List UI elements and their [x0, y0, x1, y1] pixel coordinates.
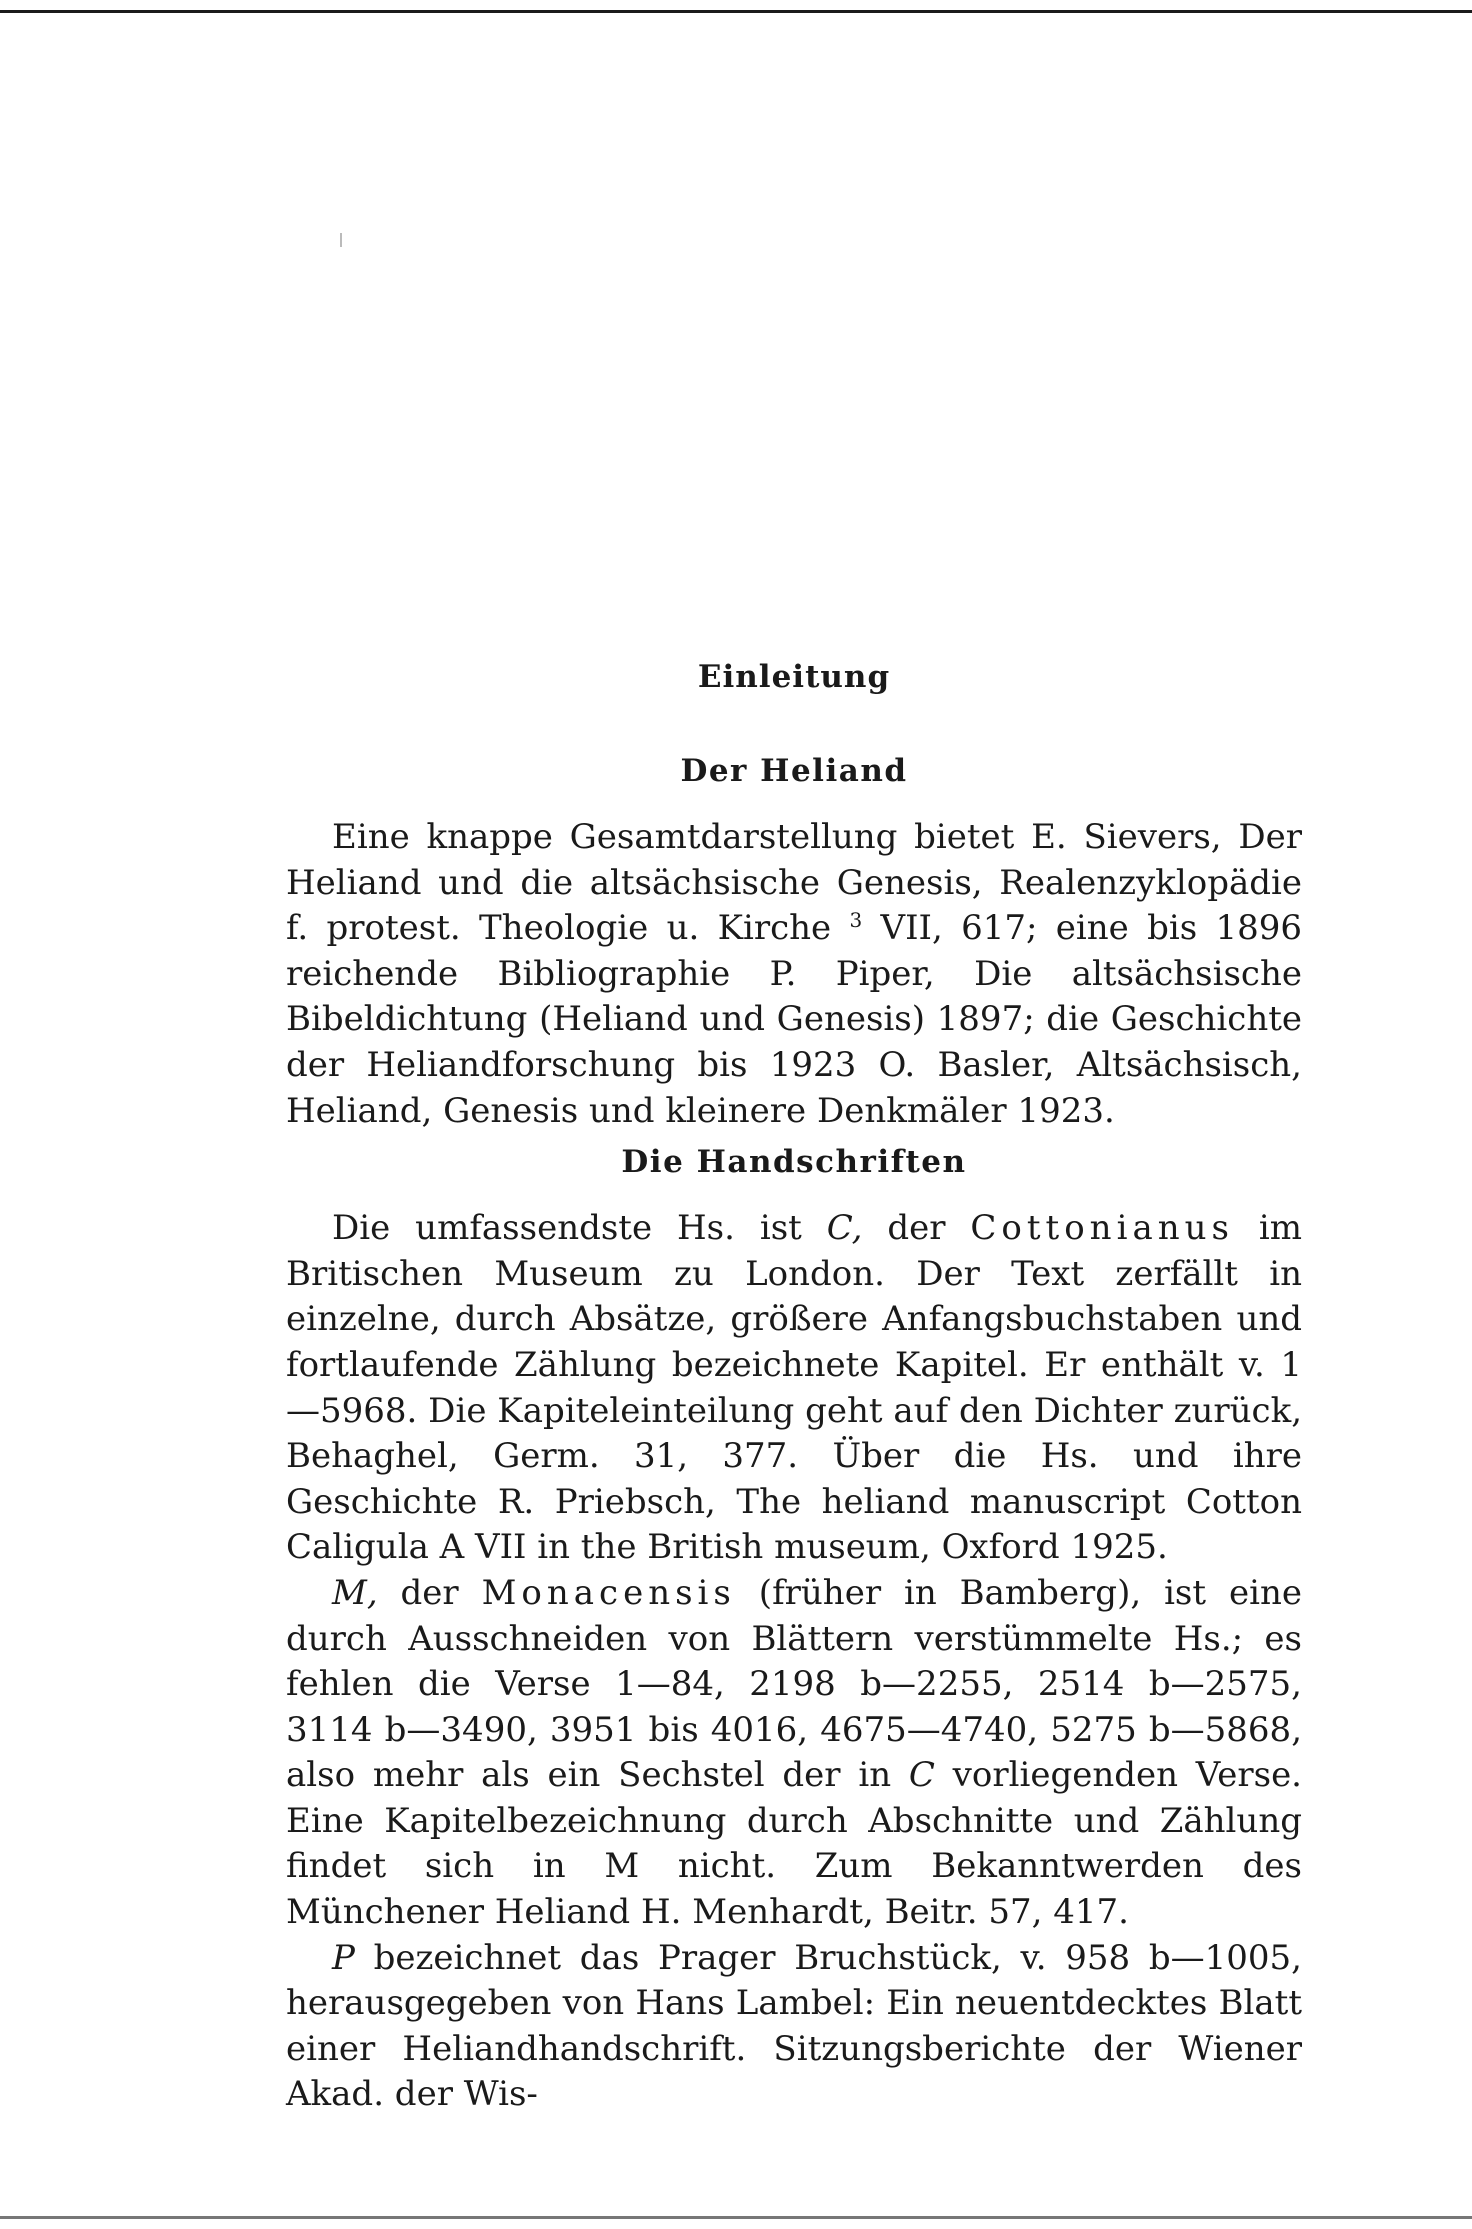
bottom-page-edge-rule: [0, 2216, 1472, 2219]
text-run: bezeichnet das Prager Bruchstück, v. 958 b—1005, herausgegeben von Hans Lambel: Ein neuentdecktes Blatt einer Heliandhandschrift. Sitzungsberichte der Wiener Akad. der Wis-: [286, 1937, 1302, 2115]
text-run: der: [377, 1572, 482, 1613]
manuscript-name-spaced: Cottonianus: [970, 1208, 1234, 1249]
text-run: (früher in Bamberg), ist eine durch Ausschneiden von Blättern verstümmelte Hs.; es fehlen die Verse 1—84, 2198 b—2255, 2514 b—2575, 3114 b—3490, 3951 bis 4016, 4675—4740, 5275 b—5868, also mehr als ein Sechstel der in: [286, 1572, 1302, 1796]
text-run: Die umfassendste Hs. ist: [332, 1208, 827, 1249]
text-run: der: [862, 1208, 971, 1249]
manuscript-siglum: C,: [826, 1208, 863, 1249]
text-run: VII, 617; eine bis 1896 reichende Bibliographie P. Piper, Die altsächsische Bibeldichtung (Heliand und Genesis) 1897; die Geschichte der Heliandforschung bis 1923 O. Basler, Altsächsisch, Heliand, Genesis und kleinere Denkmäler 1923.: [286, 908, 1302, 1131]
manuscript-siglum: P: [332, 1937, 355, 1978]
text-run: im Britischen Museum zu London. Der Text zerfällt in einzelne, durch Absätze, größere Anfangsbuchstaben und fortlaufende Zählung bezeichnete Kapitel. Er enthält v. 1—5968. Die Kapiteleinteilung geht auf den Dichter zurück, Behaghel, Germ. 31, 377. Über die Hs. und ihre Geschichte R. Priebsch, The heliand manuscript Cotton Caligula A VII in the British museum, Oxford 1925.: [286, 1208, 1303, 1568]
manuscript-siglum: C: [908, 1755, 935, 1796]
manuscript-name-spaced: Monacensis: [481, 1572, 736, 1613]
paragraph-overview: [286, 815, 1302, 1134]
manuscript-siglum: M,: [332, 1572, 378, 1613]
page-body: [286, 655, 1302, 2118]
text-run: Eine knappe Gesamtdarstellung bietet E. Sievers, Der Heliand und die altsächsische Genesis, Realenzyklopädie f. protest. Theologie u. Kirche: [286, 817, 1302, 949]
margin-mark: [340, 233, 342, 247]
edition-superscript: 3: [849, 908, 863, 933]
paragraph-prague-fragment: [286, 1936, 1302, 2118]
section-title-heliand: Der Heliand: [680, 753, 908, 789]
chapter-title: Einleitung: [697, 659, 891, 695]
text-run: vorliegenden Verse. Eine Kapitelbezeichnung durch Abschnitte und Zählung findet sich in M nicht. Zum Bekanntwerden des Münchener Heliand H. Menhardt, Beitr. 57, 417.: [286, 1755, 1302, 1933]
section-title-manuscripts: Die Handschriften: [621, 1144, 967, 1181]
top-page-edge-rule: [0, 10, 1472, 13]
paragraph-monacensis: [286, 1571, 1302, 1936]
paragraph-cottonianus: [286, 1206, 1302, 1571]
